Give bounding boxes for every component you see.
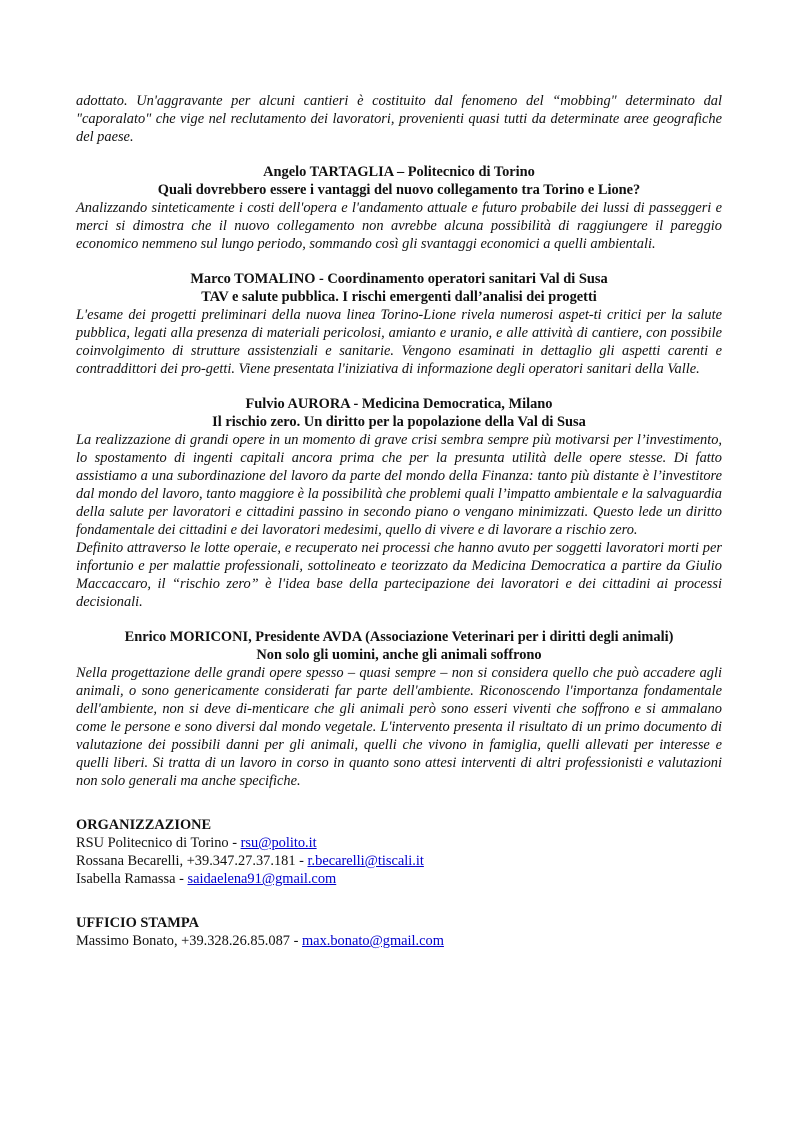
email-link[interactable]: r.becarelli@tiscali.it — [307, 853, 424, 869]
section-moriconi — [76, 628, 722, 790]
section-speaker: Angelo TARTAGLIA – Politecnico di Torino — [263, 164, 535, 180]
email-link[interactable]: rsu@polito.it — [240, 835, 317, 851]
contact-text: Rossana Becarelli, +39.347.27.37.181 - — [76, 853, 308, 869]
ufficio-stampa-block — [76, 914, 722, 950]
document-page — [76, 92, 722, 950]
contact-line — [76, 834, 722, 852]
contact-text: Massimo Bonato, +39.328.26.85.087 - — [76, 933, 302, 949]
section-speaker: Marco TOMALINO - Coordinamento operatori sanitari Val di Susa — [190, 271, 608, 287]
contact-line — [76, 870, 722, 888]
organizzazione-block — [76, 816, 722, 888]
section-paragraph: L'esame dei progetti preliminari della nuova linea Torino-Lione rivela numerosi aspet-ti critici per la salute pubblica, legati alla presenza di materiali pericolosi, amianto e uranio, e alle attività di cantiere, con possibile coinvolgimento di strutture assistenziali e sanitarie. Vengono esaminati in dettaglio gli aspetti carenti e contraddittori dei pro-getti. Viene presentata l'iniziativa di informazione degli operatori sanitari della Valle. — [76, 307, 722, 377]
contact-text: Isabella Ramassa - — [76, 871, 188, 887]
section-speaker: Enrico MORICONI, Presidente AVDA (Associazione Veterinari per i diritti degli animali) — [124, 629, 674, 645]
section-tomalino — [76, 270, 722, 378]
section-speaker: Fulvio AURORA - Medicina Democratica, Milano — [245, 396, 553, 412]
section-paragraph: Definito attraverso le lotte operaie, e recuperato nei processi che hanno avuto per soggetti lavoratori morti per infortunio e per malattie professionali, sottolineato e teorizzato da Medicina Democratica a partire da Giulio Maccaccaro, il “rischio zero” è l'idea base della partecipazione dei lavoratori e dei cittadini ai processi decisionali. — [76, 540, 722, 610]
section-title: Non solo gli uomini, anche gli animali soffrono — [256, 647, 542, 663]
email-link[interactable]: saidaelena91@gmail.com — [187, 871, 337, 887]
section-title: TAV e salute pubblica. I rischi emergenti dall’analisi dei progetti — [201, 289, 597, 305]
section-aurora — [76, 395, 722, 611]
contact-line — [76, 932, 722, 950]
ufficio-stampa-heading: UFFICIO STAMPA — [76, 915, 199, 931]
organizzazione-heading: ORGANIZZAZIONE — [76, 817, 212, 833]
section-title: Quali dovrebbero essere i vantaggi del nuovo collegamento tra Torino e Lione? — [157, 182, 641, 198]
intro-paragraph: adottato. Un'aggravante per alcuni cantieri è costituito dal fenomeno del “mobbing" determinato dal "caporalato" che vige nel reclutamento dei lavoratori, provenienti quasi tutti da determinate aree geografiche del paese. — [76, 93, 722, 145]
section-tartaglia — [76, 163, 722, 253]
contact-line — [76, 852, 722, 870]
section-paragraph: La realizzazione di grandi opere in un momento di grave crisi sembra sempre più motivarsi per l’investimento, lo spostamento di ingenti capitali ancora prima che per la presunta utilità delle opere stesse. Di fatto assistiamo a una subordinazione del lavoro da parte del mondo della Finanza: tanto più distante è l’investitore dal mondo del lavoro, tanto maggiore è la possibilità che problemi quali l’impatto ambientale e la salvaguardia della salute per lavoratori e cittadini passino in secondo piano o vengano minimizzati. Questo lede un diritto fondamentale dei cittadini e dei lavoratori medesimi, quello di vivere e di lavorare a rischio zero. — [76, 432, 722, 538]
section-title: Il rischio zero. Un diritto per la popolazione della Val di Susa — [212, 414, 586, 430]
section-paragraph: Nella progettazione delle grandi opere spesso – quasi sempre – non si considera quello che può accadere agli animali, o sono genericamente considerati far parte dell'ambiente. Riconoscendo l'importanza fondamentale dell'ambiente, non si deve di-menticare che gli animali però sono esseri viventi che soffrono e si ammalano come le persone e sono diversi dal mondo vegetale. L'intervento presenta il risultato di un primo documento di valutazione dei possibili danni per gli animali, quelli che vivono in famiglia, quelli allevati per interesse e quelli liberi. Si tratta di un lavoro in corso in quanto sono attesi interventi di altri professionisti e valutazioni non solo generali ma anche specifiche. — [76, 665, 722, 789]
contact-text: RSU Politecnico di Torino - — [76, 835, 241, 851]
section-paragraph: Analizzando sinteticamente i costi dell'opera e l'andamento attuale e futuro probabile dei lussi di passeggeri e merci si dimostra che il nuovo collegamento non avrebbe alcuna possibilità di raggiungere il pareggio economico nemmeno sul lungo periodo, sommando così gli svantaggi economici a quelli ambientali. — [76, 200, 722, 252]
email-link[interactable]: max.bonato@gmail.com — [301, 933, 444, 949]
